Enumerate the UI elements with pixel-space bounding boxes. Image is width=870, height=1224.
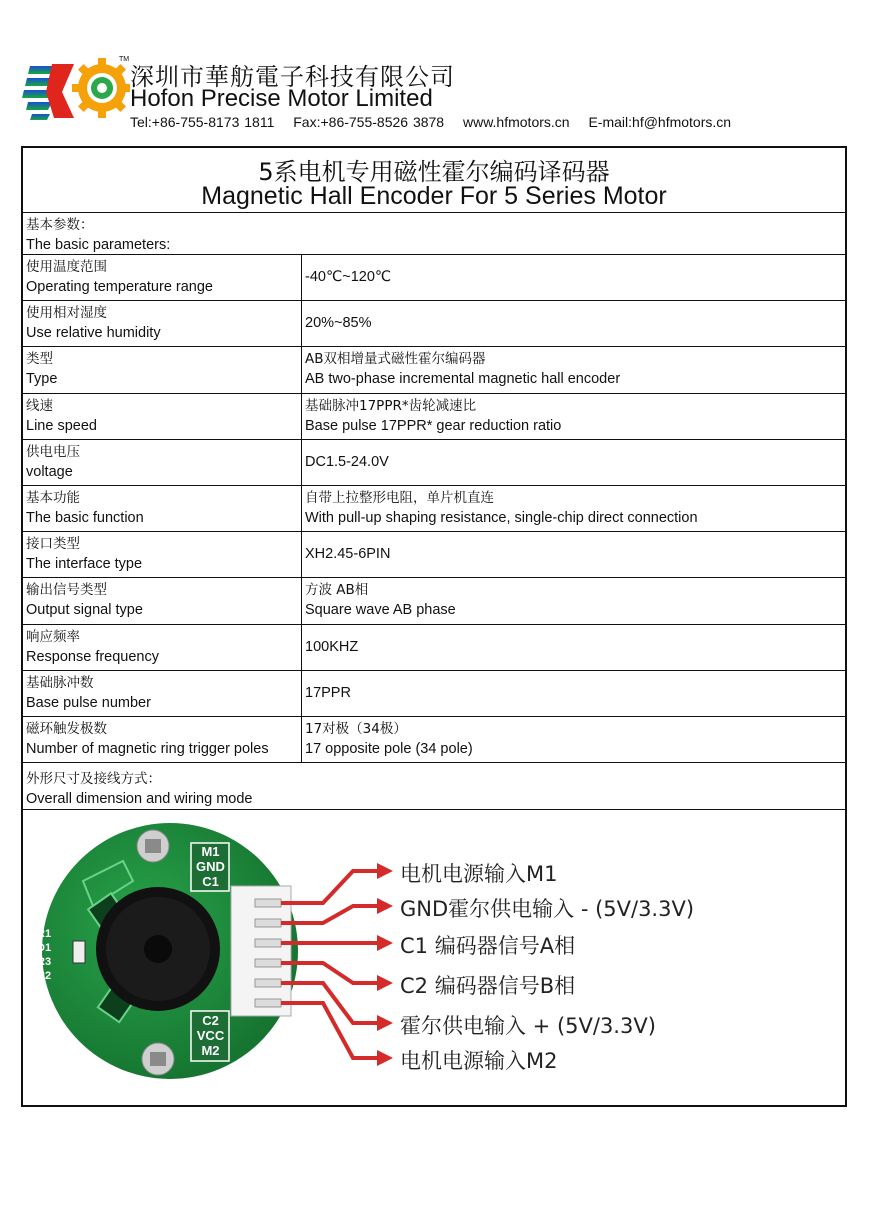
wiring-label-m2: 电机电源输入M2 xyxy=(400,1049,558,1073)
company-name-cn: 深圳市華舫電子科技有限公司 xyxy=(130,63,455,91)
divider xyxy=(23,346,845,347)
wiring-label-m1: 电机电源输入M1 xyxy=(400,862,558,886)
spec-label: 响应频率 Response frequency xyxy=(26,628,159,665)
contact-line xyxy=(130,114,745,130)
divider xyxy=(23,254,845,255)
company-header xyxy=(22,52,852,142)
divider xyxy=(23,439,845,440)
wiring-label-c1: C1 编码器信号A相 xyxy=(400,934,576,958)
divider xyxy=(23,577,845,578)
divider xyxy=(23,212,845,213)
spec-label: 磁环触发极数 Number of magnetic ring trigger poles xyxy=(26,721,269,757)
divider xyxy=(23,485,845,486)
wiring-label-c2: C2 编码器信号B相 xyxy=(400,974,576,998)
spec-value: XH2.45-6PIN xyxy=(305,546,391,563)
divider xyxy=(23,531,845,532)
divider xyxy=(23,762,845,763)
basic-params-heading: 基本参数： The basic parameters: xyxy=(26,217,171,253)
spec-value: -40℃~120℃ xyxy=(305,269,392,285)
email-link[interactable]: E-mail:hf@hfmotors.cn xyxy=(588,114,732,130)
wiring-label-vcc: 霍尔供电输入 + (5V/3.3V) xyxy=(400,1014,656,1038)
spec-value: 基础脉冲17PPR*齿轮减速比 Base pulse 17PPR* gear reduction ratio xyxy=(305,397,562,434)
divider xyxy=(23,670,845,671)
divider xyxy=(23,624,845,625)
pcb-component-labels: R1 D1 R3 R2 xyxy=(37,928,52,982)
tel-text: Tel:+86-755-8173 1811 xyxy=(130,114,275,130)
spec-label: 供电电压 voltage xyxy=(26,443,80,480)
divider xyxy=(23,300,845,301)
spec-value: 100KHZ xyxy=(305,638,359,655)
dimension-heading: 外形尺寸及接线方式： Overall dimension and wiring mode xyxy=(26,771,253,807)
fax-text: Fax:+86-755-8526 3878 xyxy=(293,114,445,130)
spec-label: 接口类型 The interface type xyxy=(26,536,143,573)
spec-value: 17对极（34极） 17 opposite pole (34 pole) xyxy=(305,721,473,757)
company-name-en: Hofon Precise Motor Limited xyxy=(130,85,433,112)
spec-value: 方波 AB相 Square wave AB phase xyxy=(305,582,456,619)
spec-value: DC1.5-24.0V xyxy=(305,453,389,470)
wiring-label-gnd: GND霍尔供电输入 - (5V/3.3V) xyxy=(400,897,695,921)
divider xyxy=(23,716,845,717)
hofon-logo-icon xyxy=(22,56,130,122)
column-divider xyxy=(301,254,302,762)
spec-value: AB双相增量式磁性霍尔编码器 AB two-phase incremental magnetic hall encoder xyxy=(305,351,621,388)
spec-label: 输出信号类型 Output signal type xyxy=(26,582,143,619)
spec-value: 20%~85% xyxy=(305,315,372,332)
trademark-mark: TM xyxy=(119,56,130,63)
divider xyxy=(23,393,845,394)
spec-label: 使用温度范围 Operating temperature range xyxy=(26,259,213,295)
pcb-top-pin-labels: M1 GND C1 xyxy=(196,844,225,889)
divider xyxy=(23,809,845,810)
spec-value: 17PPR xyxy=(305,684,351,701)
spec-value: 自带上拉整形电阻，单片机直连 With pull-up shaping resistance, single-chip direct connection xyxy=(305,490,698,526)
spec-sheet xyxy=(21,146,847,1107)
spec-label: 使用相对湿度 Use relative humidity xyxy=(26,305,161,342)
spec-label: 基本功能 The basic function xyxy=(26,490,144,526)
spec-label: 类型 Type xyxy=(26,351,58,388)
spec-label: 基础脉冲数 Base pulse number xyxy=(26,674,151,711)
wiring-diagram xyxy=(23,811,845,1105)
pcb-bottom-pin-labels: C2 VCC M2 xyxy=(196,1013,225,1058)
spec-label: 线速 Line speed xyxy=(26,397,97,434)
title-cn: 5系电机专用磁性霍尔编码译码器 xyxy=(258,158,610,186)
website-link[interactable]: www.hfmotors.cn xyxy=(462,114,570,130)
title-en: Magnetic Hall Encoder For 5 Series Motor xyxy=(201,182,667,210)
